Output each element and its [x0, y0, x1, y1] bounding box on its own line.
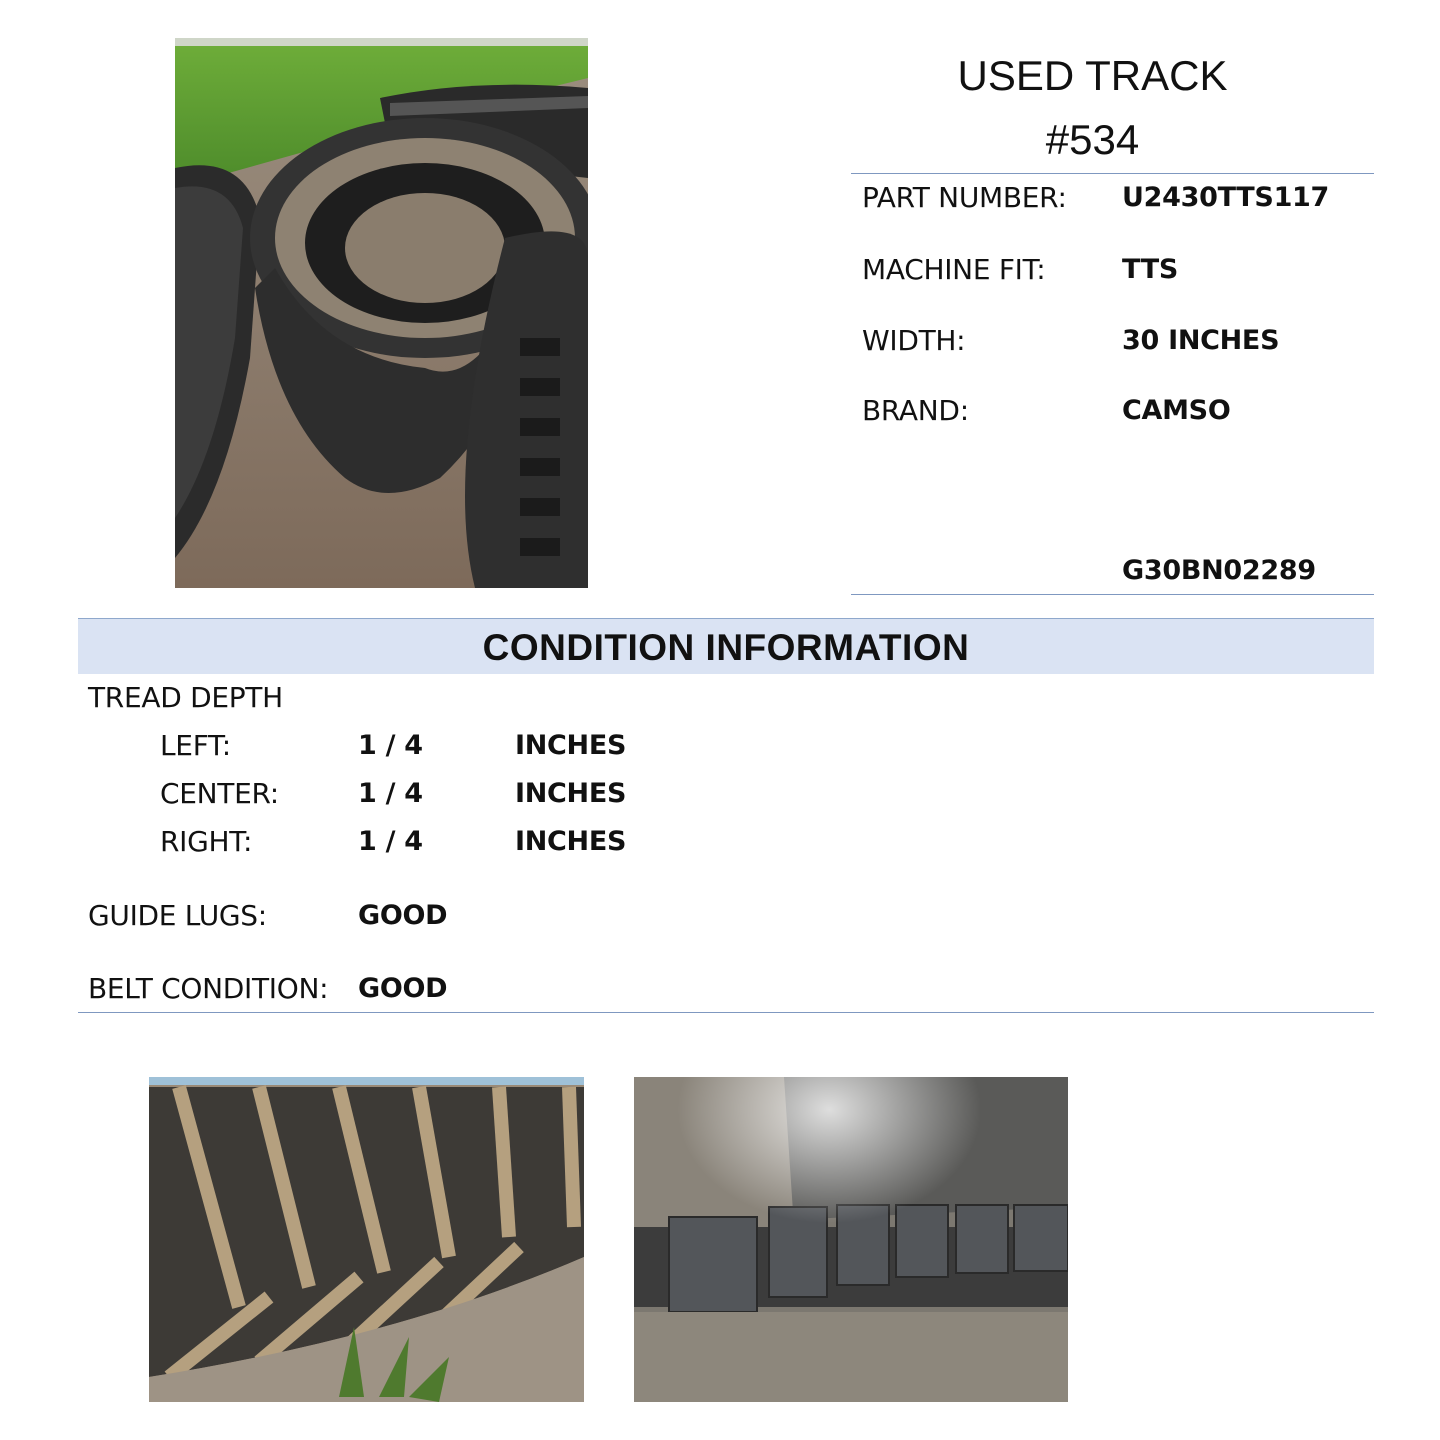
brand-value: CAMSO — [1122, 395, 1231, 426]
tread-depth-label: TREAD DEPTH — [88, 681, 283, 714]
condition-title: CONDITION INFORMATION — [482, 627, 970, 668]
belt-condition-label: BELT CONDITION: — [88, 972, 329, 1005]
condition-header-band — [78, 618, 1374, 674]
tread-left-label: LEFT: — [160, 729, 231, 762]
tread-center-label: CENTER: — [160, 777, 279, 810]
track-photo-main — [175, 38, 588, 588]
spec-bottom-divider — [851, 594, 1374, 595]
tread-center-value: 1 / 4 — [358, 778, 423, 809]
listing-number: #534 — [1045, 116, 1140, 163]
guide-lugs-value: GOOD — [358, 900, 448, 931]
tread-right-unit: INCHES — [515, 826, 627, 857]
brand-label: BRAND: — [862, 394, 969, 427]
serial-number: G30BN02289 — [1122, 555, 1316, 586]
belt-tread-photo — [149, 1077, 584, 1402]
machine-fit-label: MACHINE FIT: — [862, 253, 1046, 286]
machine-fit-value: TTS — [1122, 254, 1179, 285]
part-number-label: PART NUMBER: — [862, 181, 1067, 214]
guide-lugs-photo — [634, 1077, 1068, 1402]
tread-left-unit: INCHES — [515, 730, 627, 761]
belt-condition-value: GOOD — [358, 973, 448, 1004]
width-label: WIDTH: — [862, 324, 966, 357]
tread-center-unit: INCHES — [515, 778, 627, 809]
listing-title: USED TRACK — [957, 52, 1228, 99]
part-number-value: U2430TTS117 — [1122, 182, 1330, 213]
spec-top-divider — [851, 173, 1374, 174]
tread-right-value: 1 / 4 — [358, 826, 423, 857]
width-value: 30 INCHES — [1122, 325, 1280, 356]
guide-lugs-label: GUIDE LUGS: — [88, 899, 267, 932]
tread-right-label: RIGHT: — [160, 825, 253, 858]
tread-left-value: 1 / 4 — [358, 730, 423, 761]
condition-bottom-divider — [78, 1012, 1374, 1013]
